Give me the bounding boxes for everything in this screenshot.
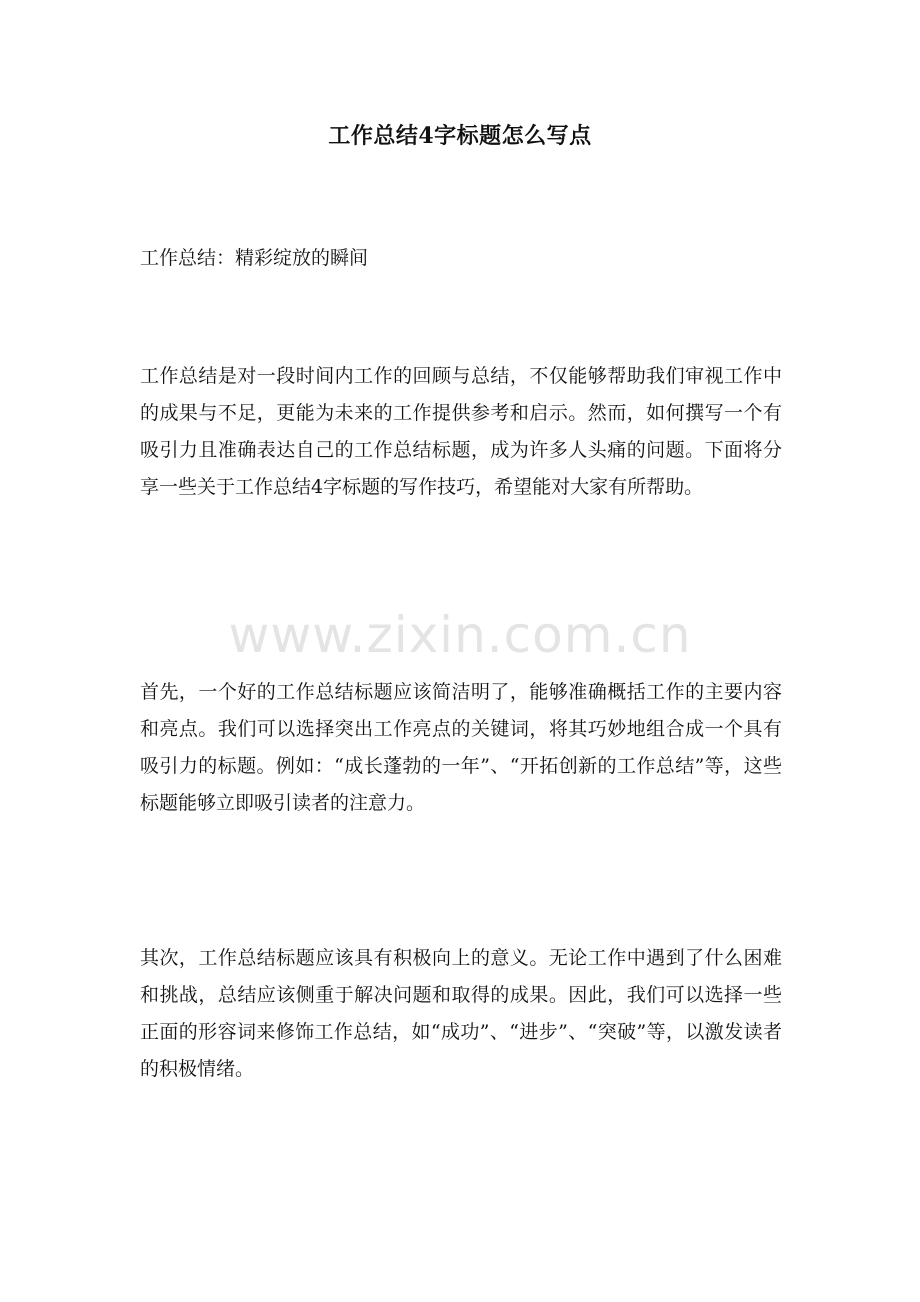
paragraph-first-tip: 首先，一个好的工作总结标题应该简洁明了，能够准确概括工作的主要内容和亮点。我们可以选择突出工作亮点的关键词，将其巧妙地组合成一个具有吸引力的标题。例如：“成长蓬勃的一年”、“开拓创新的工作总结”等，这些标题能够立即吸引读者的注意力。 bbox=[140, 681, 782, 814]
paragraph-intro: 工作总结是对一段时间内工作的回顾与总结，不仅能够帮助我们审视工作中的成果与不足，更能为未来的工作提供参考和启示。然而，如何撰写一个有吸引力且准确表达自己的工作总结标题，成为许多人头痛的问题。下面将分享一些关于工作总结4字标题的写作技巧，希望能对大家有所帮助。 bbox=[140, 365, 782, 498]
document-title: 工作总结4字标题怎么写点 bbox=[328, 123, 592, 149]
document-subtitle: 工作总结：精彩绽放的瞬间 bbox=[140, 247, 369, 269]
watermark: www.zixin.com.cn bbox=[228, 606, 692, 664]
paragraph-second-tip: 其次，工作总结标题应该具有积极向上的意义。无论工作中遇到了什么困难和挑战，总结应该侧重于解决问题和取得的成果。因此，我们可以选择一些正面的形容词来修饰工作总结，如“成功”、“进步”、“突破”等，以激发读者的积极情绪。 bbox=[140, 947, 782, 1080]
